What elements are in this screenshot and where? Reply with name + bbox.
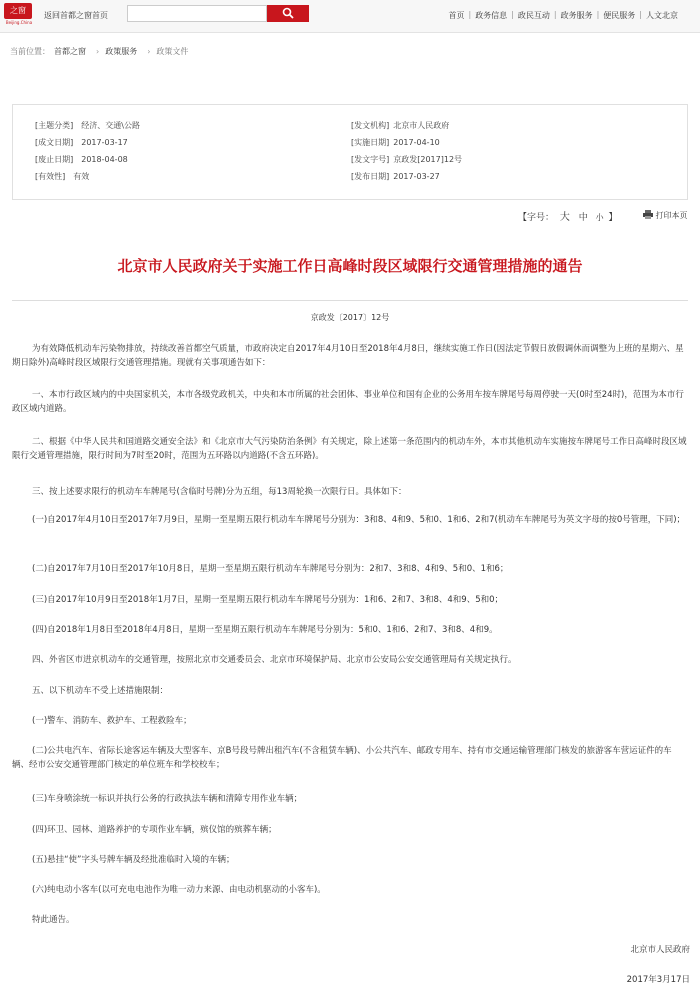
signer: 北京市人民政府 — [630, 945, 690, 955]
paragraph: (六)纯电动小客车(以可充电电池作为唯一动力来源、由电动机驱动的小客车)。 — [32, 885, 326, 895]
paragraph: (一)自2017年4月10日至2017年7月9日，星期一至星期五限行机动车车牌尾号分别为：3和8、4和9、5和0、1和6、2和7(机动车车牌尾号为英文字母的按0号管理，下同)； — [32, 515, 686, 525]
print-button[interactable] — [643, 210, 688, 221]
meta-value: 京政发[2017]12号 — [393, 155, 463, 164]
meta-topic — [35, 120, 140, 131]
font-size-small[interactable]: 小 — [595, 213, 604, 222]
site-logo[interactable] — [4, 3, 34, 29]
nav-separator: | — [596, 10, 600, 19]
nav-separator: | — [511, 10, 514, 19]
search-icon — [282, 7, 294, 19]
font-size-close: 】 — [608, 213, 618, 223]
meta-key: [废止日期] — [35, 155, 74, 164]
document-metadata — [12, 104, 688, 200]
meta-written-date — [35, 137, 128, 148]
meta-publish-date — [351, 171, 440, 182]
meta-key: [发文机构] — [351, 121, 390, 130]
breadcrumb-item-home[interactable]: 首都之窗 — [54, 47, 86, 56]
nav-interaction[interactable]: 政民互动 — [517, 11, 550, 20]
meta-value: 2017-04-10 — [393, 138, 440, 147]
breadcrumb-item-docs[interactable]: 政策文件 — [156, 47, 189, 56]
meta-key: [主题分类] — [35, 121, 74, 130]
logo-mark: 之窗 — [4, 3, 32, 19]
paragraph: 特此通告。 — [32, 915, 75, 925]
meta-value: 2017-03-17 — [81, 138, 128, 147]
meta-value: 北京市人民政府 — [393, 121, 450, 130]
search-input[interactable] — [127, 5, 267, 22]
meta-value: 经济、交通\公路 — [81, 121, 140, 130]
paragraph: (二)自2017年7月10日至2017年10月8日，星期一至星期五限行机动车车牌尾号分别为：2和7、3和8、4和9、5和0、1和6； — [32, 564, 509, 574]
meta-value: 2017-03-27 — [393, 172, 440, 181]
breadcrumb-prefix: 当前位置： — [10, 47, 50, 56]
paragraph: (三)自2017年10月9日至2018年1月7日，星期一至星期五限行机动车车牌尾号分别为：1和6、2和7、3和8、4和9、5和0； — [32, 595, 504, 605]
breadcrumb-arrow-icon: › — [147, 47, 151, 56]
nav-separator: | — [468, 10, 472, 19]
font-size-large[interactable]: 大 — [559, 212, 570, 223]
meta-doc-number — [351, 154, 462, 165]
paragraph: (一)警车、消防车、救护车、工程救险车； — [32, 716, 192, 726]
nav-culture[interactable]: 人文北京 — [646, 11, 678, 20]
paragraph: 四、外省区市进京机动车的交通管理，按照北京市交通委员会、北京市环境保护局、北京市公安局公安交通管理局有关规定执行。 — [32, 655, 517, 665]
title-divider — [12, 300, 688, 301]
meta-key: [实施日期] — [351, 138, 390, 147]
paragraph: 五、以下机动车不受上述措施限制： — [32, 686, 169, 696]
meta-repeal-date — [35, 154, 128, 165]
meta-key: [发布日期] — [351, 172, 390, 181]
paragraph: 三、按上述要求限行的机动车车牌尾号(含临时号牌)分为五组，每13周轮换一次限行日。具体如下： — [32, 487, 407, 497]
document-number: 京政发〔2017〕12号 — [310, 313, 390, 322]
print-label: 打印本页 — [655, 211, 688, 220]
meta-key: [成文日期] — [35, 138, 74, 147]
paragraph: (五)悬挂“使”字头号牌车辆及经批准临时入境的车辆； — [32, 855, 235, 865]
nav-services[interactable]: 政务服务 — [560, 11, 593, 20]
search-button[interactable] — [267, 5, 309, 22]
paragraph: (三)车身喷涂统一标识并执行公务的行政执法车辆和清障专用作业车辆； — [32, 794, 303, 804]
breadcrumb — [10, 46, 192, 57]
paragraph: (四)自2018年1月8日至2018年4月8日，星期一至星期五限行机动车车牌尾号分别为：5和0、1和6、2和7、3和8、4和9。 — [32, 625, 498, 635]
meta-effective-date — [351, 137, 440, 148]
font-size-medium[interactable]: 中 — [578, 213, 588, 223]
printer-icon — [643, 210, 653, 219]
meta-value: 有效 — [73, 172, 90, 181]
meta-value: 2018-04-08 — [81, 155, 128, 164]
meta-key: [发文字号] — [351, 155, 390, 164]
main-nav — [444, 10, 682, 21]
breadcrumb-arrow-icon: › — [96, 47, 100, 56]
breadcrumb-item-policy[interactable]: 政策服务 — [105, 47, 138, 56]
top-bar — [0, 0, 700, 33]
nav-citizen-services[interactable]: 便民服务 — [603, 11, 636, 20]
nav-separator: | — [553, 10, 557, 19]
nav-separator: | — [639, 10, 642, 19]
logo-subtitle: Beijing.China — [5, 20, 33, 25]
paragraph: 二、根据《中华人民共和国道路交通安全法》和《北京市大气污染防治条例》有关规定，除上述第一条范围内的机动车外，本市其他机动车实施按车牌尾号工作日高峰时段区域限行交通管理措施，限行时间为7时至20时，范围为五环路以内道路(不含五环路)。 — [12, 437, 687, 461]
meta-key: [有效性] — [35, 172, 66, 181]
meta-validity — [35, 171, 89, 182]
paragraph: (四)环卫、园林、道路养护的专项作业车辆，殡仪馆的殡葬车辆； — [32, 825, 277, 835]
nav-home[interactable]: 首页 — [448, 11, 465, 20]
font-size-label: 【字号： — [518, 213, 555, 223]
font-size-controls — [518, 208, 618, 223]
sign-date: 2017年3月17日 — [626, 975, 690, 985]
paragraph: (二)公共电汽车、省际长途客运车辆及大型客车、京B号段号牌出租汽车(不含租赁车辆)、小公共汽车、邮政专用车、持有市交通运输管理部门核发的旅游客车营运证件的车辆、经市公安交通管理部门核定的单位班车和学校校车； — [12, 746, 672, 770]
back-home-link[interactable]: 返回首都之窗首页 — [44, 11, 108, 20]
nav-government-info[interactable]: 政务信息 — [475, 11, 508, 20]
document-title: 北京市人民政府关于实施工作日高峰时段区域限行交通管理措施的通告 — [117, 257, 583, 275]
paragraph: 为有效降低机动车污染物排放，持续改善首都空气质量，市政府决定自2017年4月10日至2018年4月8日，继续实施工作日(因法定节假日放假调休而调整为上班的星期六、星期日除外)高峰时段区域限行交通管理措施。现就有关事项通告如下： — [12, 344, 684, 368]
paragraph: 一、本市行政区域内的中央国家机关，本市各级党政机关，中央和本市所属的社会团体、事业单位和国有企业的公务用车按车牌尾号每周停驶一天(0时至24时)，范围为本市行政区域内道路。 — [12, 390, 684, 414]
meta-issuer — [351, 120, 449, 131]
